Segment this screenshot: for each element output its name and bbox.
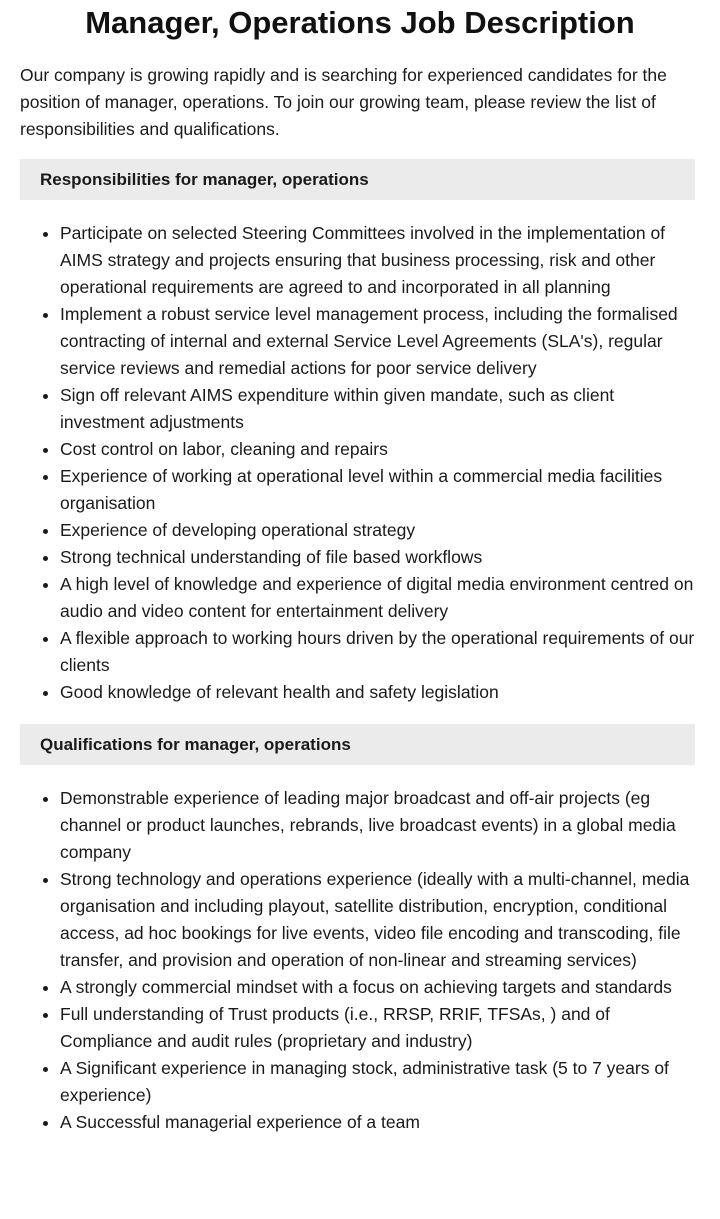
intro-paragraph: Our company is growing rapidly and is searching for experienced candidates for the position of manager, operations. To join our growing team, please review the list of responsibilities and qualifications. xyxy=(20,65,667,139)
list-item: • Strong technical understanding of file based workflows xyxy=(60,544,700,571)
list-item: • Experience of developing operational strategy xyxy=(60,517,700,544)
list-item: • Good knowledge of relevant health and safety legislation xyxy=(60,679,700,706)
qualifications-list xyxy=(20,785,700,1136)
page-title: Manager, Operations Job Description xyxy=(85,5,635,40)
list-item: • A Significant experience in managing stock, administrative task (5 to 7 years of experience) xyxy=(60,1055,700,1109)
list-item: • A flexible approach to working hours driven by the operational requirements of our clients xyxy=(60,625,700,679)
list-item: • Strong technology and operations experience (ideally with a multi-channel, media organisation and including playout, satellite distribution, encryption, conditional access, ad hoc bookings for live events, video file encoding and transcoding, file transfer, and provision and operation of non-linear and streaming services) xyxy=(60,866,700,974)
list-item: • Demonstrable experience of leading major broadcast and off-air projects (eg channel or product launches, rebrands, live broadcast events) in a global media company xyxy=(60,785,700,866)
list-item: • Sign off relevant AIMS expenditure within given mandate, such as client investment adjustments xyxy=(60,382,700,436)
list-item: • Experience of working at operational level within a commercial media facilities organisation xyxy=(60,463,700,517)
list-item: • Cost control on labor, cleaning and repairs xyxy=(60,436,700,463)
list-item: • Implement a robust service level management process, including the formalised contracting of internal and external Service Level Agreements (SLA's), regular service reviews and remedial actions for poor service delivery xyxy=(60,301,700,382)
responsibilities-heading: Responsibilities for manager, operations xyxy=(20,159,695,200)
list-item: • A high level of knowledge and experience of digital media environment centred on audio and video content for entertainment delivery xyxy=(60,571,700,625)
responsibilities-list xyxy=(20,220,700,706)
list-item: • Full understanding of Trust products (i.e., RRSP, RRIF, TFSAs, ) and of Compliance and audit rules (proprietary and industry) xyxy=(60,1001,700,1055)
qualifications-heading: Qualifications for manager, operations xyxy=(20,724,695,765)
list-item: • Participate on selected Steering Committees involved in the implementation of AIMS strategy and projects ensuring that business processing, risk and other operational requirements are agreed to and incorporated in all planning xyxy=(60,220,700,301)
list-item: • A strongly commercial mindset with a focus on achieving targets and standards xyxy=(60,974,700,1001)
list-item: • A Successful managerial experience of a team xyxy=(60,1109,700,1136)
